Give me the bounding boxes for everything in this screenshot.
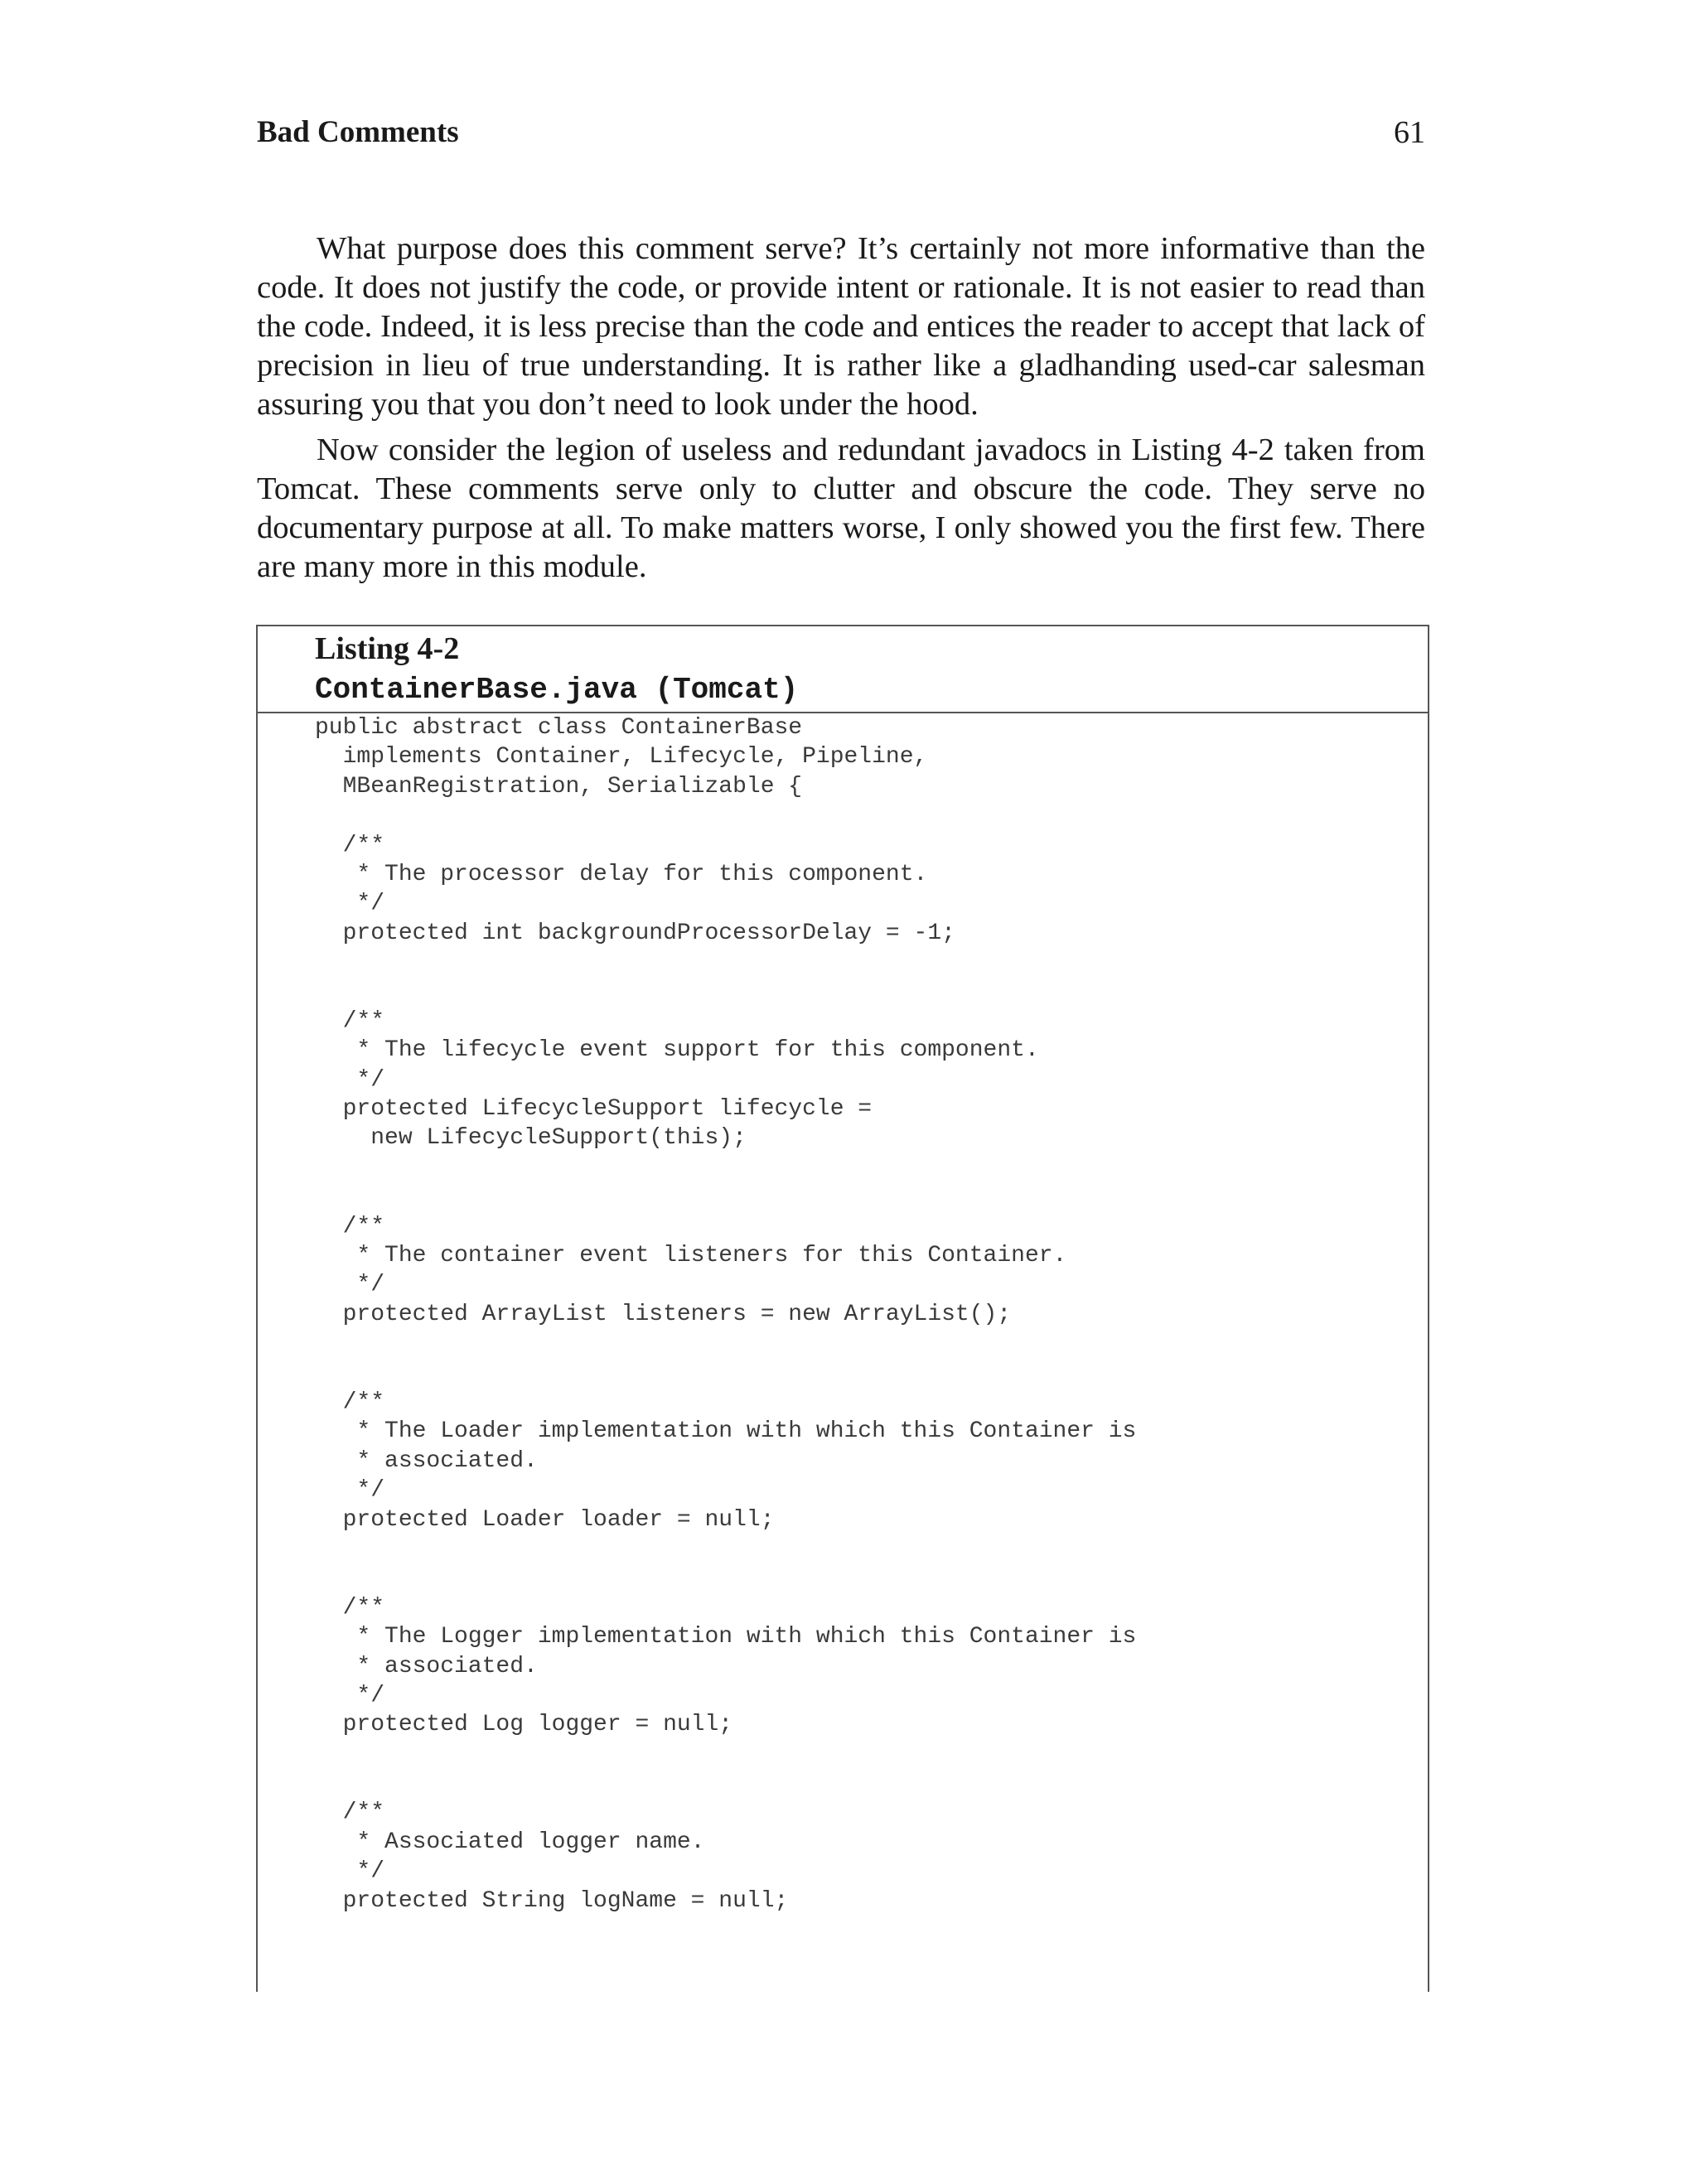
code-line: */: [315, 1682, 385, 1708]
code-line: /**: [315, 1594, 385, 1621]
code-line: [315, 978, 1428, 1007]
page-number: 61: [1394, 115, 1425, 150]
listing-filename: ContainerBase.java (Tomcat): [315, 673, 799, 707]
code-line: [315, 1359, 1428, 1388]
code-line: [315, 801, 1428, 830]
code-line: MBeanRegistration, Serializable {: [315, 773, 803, 800]
code-line: protected int backgroundProcessorDelay = -1;: [315, 920, 955, 946]
code-line: /**: [315, 1800, 385, 1826]
code-line: [315, 1153, 1428, 1182]
code-line: * The Loader implementation with which this Container is: [315, 1418, 1137, 1445]
code-listing: [256, 625, 1429, 1992]
code-line: public abstract class ContainerBase: [315, 715, 803, 741]
code-line: * The container event listeners for this Container.: [315, 1243, 1067, 1269]
code-line: */: [315, 1272, 385, 1298]
section-title: Bad Comments: [257, 115, 459, 149]
code-line: [315, 1534, 1428, 1563]
code-line: protected Loader loader = null;: [315, 1506, 775, 1533]
code-line: [315, 1329, 1428, 1358]
code-line: /**: [315, 1007, 385, 1034]
listing-label: Listing 4-2: [315, 631, 460, 666]
code-line: */: [315, 891, 385, 917]
code-line: protected ArrayList listeners = new ArrayList();: [315, 1301, 1012, 1327]
code-line: * Associated logger name.: [315, 1829, 705, 1855]
code-line: protected Log logger = null;: [315, 1712, 733, 1738]
code-line: /**: [315, 1389, 385, 1415]
code-line: [315, 1769, 1428, 1798]
code-block: [258, 713, 1428, 1916]
listing-header: [258, 626, 1428, 713]
paragraph: Now consider the legion of useless and redundant javadocs in Listing 4-2 taken from Tomcat. These comments serve only to clutter and obscure the code. They serve no documentary purpose at all. To make matters worse, I only showed you the first few. There are many more in this module.: [257, 432, 1425, 584]
code-line: [315, 1563, 1428, 1592]
code-line: protected String logName = null;: [315, 1887, 789, 1914]
code-line: implements Container, Lifecycle, Pipeline,: [315, 744, 928, 771]
code-line: * associated.: [315, 1653, 538, 1679]
code-line: /**: [315, 1213, 385, 1239]
code-line: [315, 948, 1428, 977]
code-line: * The Logger implementation with which this Container is: [315, 1624, 1137, 1650]
code-line: */: [315, 1858, 385, 1885]
code-line: protected LifecycleSupport lifecycle =: [315, 1096, 873, 1123]
code-line: */: [315, 1066, 385, 1093]
code-line: /**: [315, 832, 385, 858]
code-line: * associated.: [315, 1447, 538, 1474]
code-line: * The processor delay for this component.: [315, 861, 928, 887]
code-line: [315, 1182, 1428, 1211]
code-line: [315, 1740, 1428, 1769]
running-head: [257, 112, 1425, 153]
paragraph: What purpose does this comment serve? It’s certainly not more informative than the code. It does not justify the code, or provide intent or rationale. It is not easier to read than the code. Indeed, it is less precise than the code and entices the reader to accept that lack of precision in lieu of true understanding. It is rather like a gladhanding used-car salesman assuring you that you don’t need to look under the hood.: [257, 231, 1425, 422]
code-line: * The lifecycle event support for this component.: [315, 1037, 1039, 1064]
code-line: */: [315, 1477, 385, 1504]
code-line: new LifecycleSupport(this);: [315, 1125, 747, 1152]
body-text: [257, 230, 1425, 593]
